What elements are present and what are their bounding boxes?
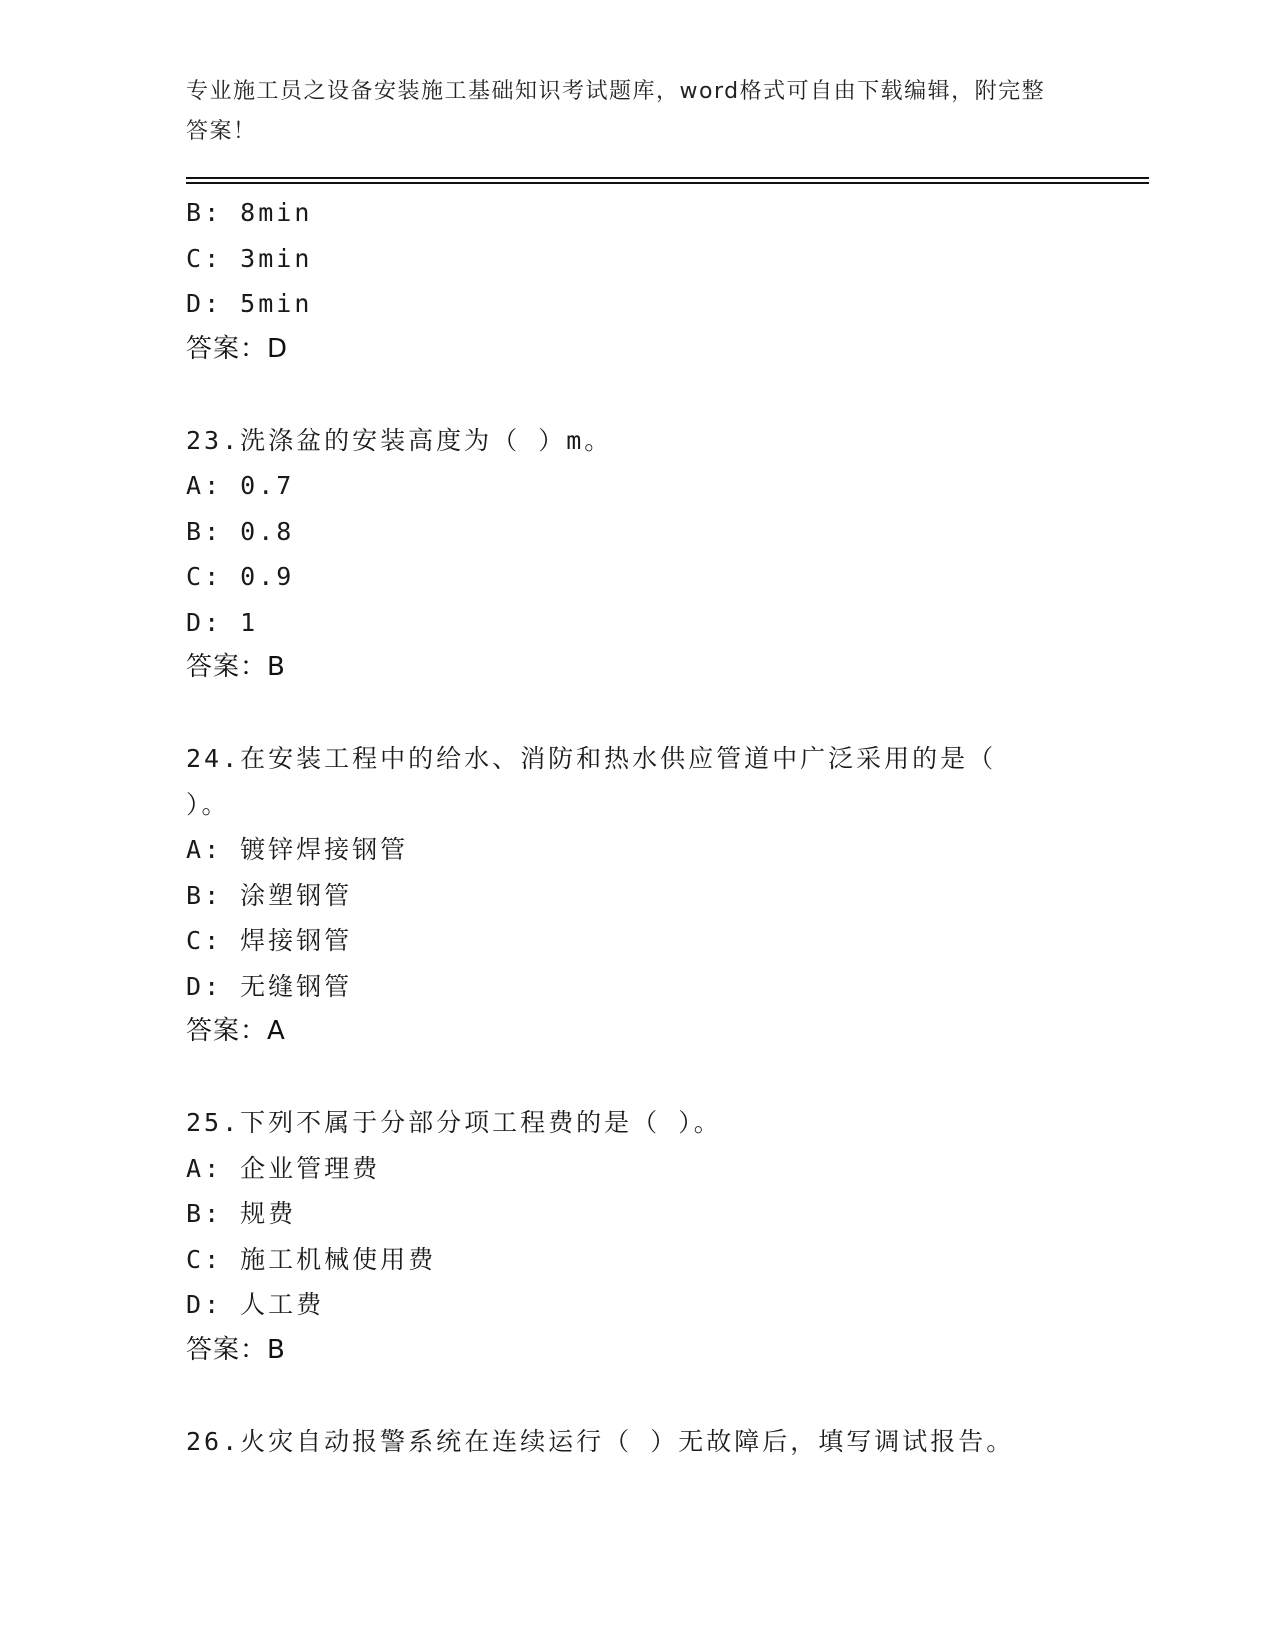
header-title: 专业施工员之设备安装施工基础知识考试题库，word格式可自由下载编辑，附完整答案！ <box>186 79 1046 144</box>
question-block-continued <box>186 190 1149 372</box>
option-text: 施工机械使用费 <box>240 1244 437 1274</box>
option-label: D <box>186 607 205 637</box>
header-rule-top <box>186 177 1149 179</box>
question-block-23 <box>186 418 1149 691</box>
question-text: 25.下列不属于分部分项工程费的是（ ）。 <box>186 1108 722 1137</box>
option-text: 镀锌焊接钢管 <box>240 835 409 864</box>
spacer <box>186 691 1149 737</box>
option-text: 规费 <box>240 1199 297 1228</box>
option-d: D: 无缝钢管 <box>186 971 353 1001</box>
option-text: 焊接钢管 <box>240 926 353 955</box>
option-label: B <box>186 198 205 227</box>
option-text: 人工费 <box>240 1290 325 1319</box>
option-b: B: 8min <box>186 198 313 227</box>
option-b: B: 涂塑钢管 <box>186 880 353 910</box>
option-label: C <box>186 926 205 955</box>
option-label: A <box>186 835 205 864</box>
option-label: C <box>186 1244 205 1274</box>
answer-line: 答案：B <box>186 652 286 682</box>
option-label: B <box>186 1199 205 1228</box>
option-text: 0.9 <box>240 562 295 591</box>
option-c: C: 3min <box>186 243 313 273</box>
option-c: C: 0.9 <box>186 562 295 591</box>
option-label: A <box>186 1153 205 1183</box>
option-d: D: 5min <box>186 289 313 318</box>
option-label: D <box>186 1290 205 1319</box>
option-label: A <box>186 471 205 500</box>
answer-line: 答案：D <box>186 333 289 364</box>
option-label: C <box>186 562 205 591</box>
option-d: D: 1 <box>186 607 259 637</box>
option-label: B <box>186 880 205 910</box>
option-text: 涂塑钢管 <box>240 880 353 910</box>
option-label: D <box>186 289 205 318</box>
option-text: 0.7 <box>240 471 295 500</box>
option-label: D <box>186 971 205 1001</box>
option-c: C: 焊接钢管 <box>186 926 353 955</box>
option-text: 1 <box>240 607 259 637</box>
option-b: B: 规费 <box>186 1199 297 1228</box>
option-c: C: 施工机械使用费 <box>186 1244 437 1274</box>
option-text: 企业管理费 <box>240 1153 381 1183</box>
option-b: B: 0.8 <box>186 516 295 546</box>
header-rule-bottom <box>186 182 1149 184</box>
question-block-26 <box>186 1419 1149 1465</box>
question-block-25 <box>186 1100 1149 1373</box>
option-text: 8min <box>240 198 313 227</box>
answer-line: 答案：A <box>186 1016 286 1046</box>
question-list <box>186 190 1149 1464</box>
option-label: C <box>186 243 205 273</box>
option-a: A: 企业管理费 <box>186 1153 381 1183</box>
option-text: 无缝钢管 <box>240 971 353 1001</box>
option-text: 3min <box>240 243 313 273</box>
question-text: 23.洗涤盆的安装高度为（ ）m。 <box>186 425 613 455</box>
answer-line: 答案：B <box>186 1334 286 1365</box>
question-block-24 <box>186 736 1149 1055</box>
option-text: 5min <box>240 289 313 318</box>
option-a: A: 镀锌焊接钢管 <box>186 835 409 864</box>
option-label: B <box>186 516 205 546</box>
option-a: A: 0.7 <box>186 471 295 500</box>
spacer <box>186 1373 1149 1419</box>
option-d: D: 人工费 <box>186 1290 325 1319</box>
spacer <box>186 372 1149 418</box>
question-text: 24.在安装工程中的给水、消防和热水供应管道中广泛采用的是（ ）。 <box>186 744 997 819</box>
question-text: 26.火灾自动报警系统在连续运行（ ）无故障后，填写调试报告。 <box>186 1426 1015 1456</box>
option-text: 0.8 <box>240 516 295 546</box>
page-header <box>186 72 1066 152</box>
spacer <box>186 1055 1149 1101</box>
